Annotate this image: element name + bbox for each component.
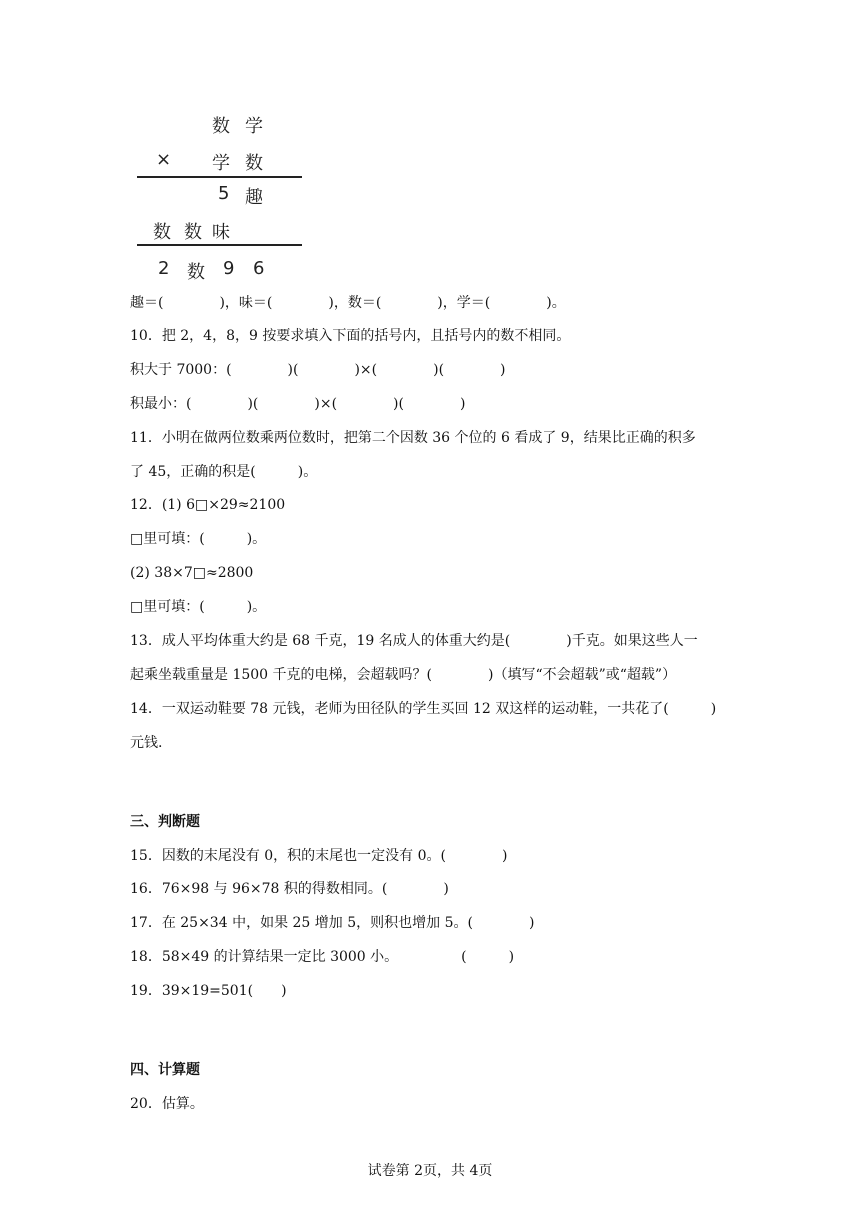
divider-line	[137, 176, 302, 178]
question-17: 17．在 25×34 中，如果 25 增加 5，则积也增加 5。( )	[130, 915, 535, 931]
question-10-part-a: 积大于 7000：( )( )×( )( )	[130, 362, 506, 378]
digit: 数	[212, 116, 230, 137]
digit: 数	[153, 222, 171, 243]
digit: 趣	[245, 187, 263, 208]
question-14-cont: 元钱.	[130, 735, 163, 751]
question-12-answer-1: □里可填：( )。	[130, 531, 267, 547]
question-15: 15．因数的末尾没有 0，积的末尾也一定没有 0。( )	[130, 848, 508, 864]
question-19: 19．39×19=501( )	[130, 983, 287, 999]
digit: 9	[223, 258, 235, 279]
digit: 5	[218, 183, 230, 204]
question-10-part-b: 积最小：( )( )×( )( )	[130, 396, 466, 412]
digit: 学	[245, 116, 263, 137]
question-13-cont: 起乘坐载重量是 1500 千克的电梯，会超载吗？( )（填写“不会超载”或“超载”）	[130, 667, 677, 683]
multiply-sign: ×	[156, 149, 172, 170]
question-11: 11．小明在做两位数乘两位数时，把第二个因数 36 个位的 6 看成了 9，结果比正确的积多	[130, 430, 696, 446]
question-11-cont: 了 45，正确的积是( )。	[130, 464, 318, 480]
section-heading-calculation: 四、计算题	[130, 1062, 200, 1078]
question-18: 18．58×49 的计算结果一定比 3000 小。 ( )	[130, 949, 515, 965]
digit: 6	[253, 258, 265, 279]
question-12-answer-2: □里可填：( )。	[130, 599, 267, 615]
answer-blanks-line: 趣＝( )，味＝( )，数＝( )，学＝( )。	[130, 295, 566, 311]
question-12-part-2: (2) 38×7□≈2800	[130, 565, 254, 581]
question-16: 16．76×98 与 96×78 积的得数相同。( )	[130, 881, 449, 897]
section-heading-judgement: 三、判断题	[130, 814, 200, 830]
digit: 数	[187, 262, 205, 283]
digit: 2	[158, 258, 170, 279]
digit: 数	[184, 222, 202, 243]
digit: 味	[212, 222, 230, 243]
digit: 学	[212, 153, 230, 174]
question-13: 13．成人平均体重大约是 68 千克，19 名成人的体重大约是( )千克。如果这些人一	[130, 633, 698, 649]
digit: 数	[245, 153, 263, 174]
question-10: 10．把 2，4，8，9 按要求填入下面的括号内，且括号内的数不相同。	[130, 328, 571, 344]
divider-line	[137, 244, 302, 246]
page-footer: 试卷第 2页，共 4页	[367, 1163, 493, 1179]
question-14: 14．一双运动鞋要 78 元钱，老师为田径队的学生买回 12 双这样的运动鞋，一共花了( )	[130, 701, 717, 717]
question-20: 20．估算。	[130, 1096, 204, 1112]
question-12-part-1: 12．(1) 6□×29≈2100	[130, 497, 286, 513]
